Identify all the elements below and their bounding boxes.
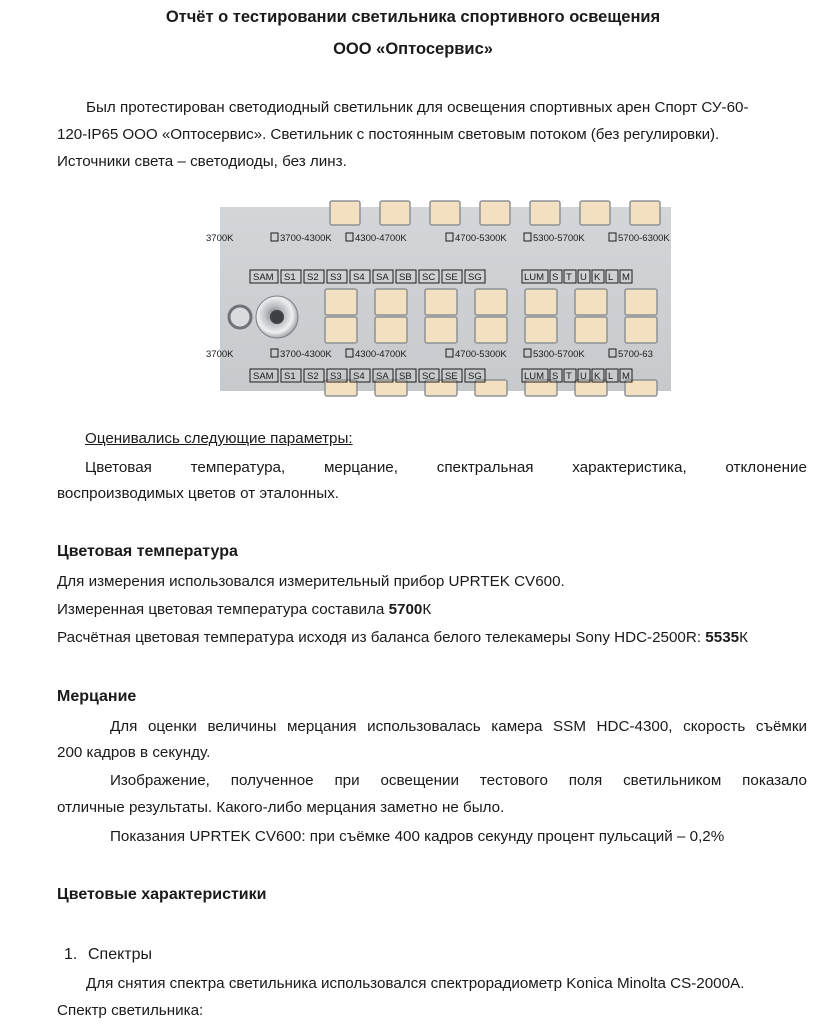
code-label: SA xyxy=(376,371,389,382)
code-label: S4 xyxy=(353,371,365,382)
flicker-p2-line-2: отличные результаты. Какого-либо мерцания заметно не было. xyxy=(57,799,505,816)
bin-label: 4700-5300K xyxy=(455,349,507,360)
code-label: U xyxy=(580,371,587,382)
code-label: SE xyxy=(445,371,458,382)
bin-label: 3700-4300K xyxy=(280,349,332,360)
code-label: S xyxy=(552,272,559,283)
intro-line-3: Источники света – светодиоды, без линз. xyxy=(57,153,347,170)
code-label: S3 xyxy=(330,272,342,283)
led-chip xyxy=(575,289,607,315)
led-chip xyxy=(475,289,507,315)
code-label: SB xyxy=(399,272,412,283)
calculated-label: Расчётная цветовая температура исходя из баланса белого телекамеры Sony HDC-2500R: xyxy=(57,629,706,646)
report-subtitle: ООО «Оптосервис» xyxy=(333,40,493,58)
code-label: T xyxy=(566,371,572,382)
led-chip xyxy=(425,317,457,343)
flicker-p1-line-1 xyxy=(110,718,807,735)
code-label: S xyxy=(552,371,559,382)
led-chip xyxy=(325,317,357,343)
led-chip xyxy=(480,201,510,225)
code-label: S3 xyxy=(330,371,342,382)
code-label: L xyxy=(608,272,614,283)
led-chip xyxy=(525,289,557,315)
code-label: U xyxy=(580,272,587,283)
bin-label: 5700-63 xyxy=(618,349,653,360)
code-label: LUM xyxy=(524,371,545,382)
code-label: K xyxy=(594,371,601,382)
params-heading: Оценивались следующие параметры: xyxy=(85,430,353,447)
intro-line-1: Был протестирован светодиодный светильник для освещения спортивных арен Спорт СУ-60- xyxy=(86,99,749,116)
color-chars-line-1: Для снятия спектра светильника использовался спектрорадиометр Konica Minolta CS-2000A. xyxy=(86,975,745,992)
params-word: характеристика, xyxy=(572,459,687,476)
code-label: SAM xyxy=(253,272,274,283)
code-label: S1 xyxy=(284,272,296,283)
code-label: SAM xyxy=(253,371,274,382)
led-chip xyxy=(325,289,357,315)
list-item-spectra: Спектры xyxy=(88,946,153,963)
led-chip xyxy=(425,289,457,315)
calculated-cct-value: 5535 xyxy=(705,629,740,646)
code-label: S4 xyxy=(353,272,365,283)
code-label: SA xyxy=(376,272,389,283)
code-label: L xyxy=(608,371,614,382)
bin-label: 3700-4300K xyxy=(280,233,332,244)
measured-label: Измеренная цветовая температура составила xyxy=(57,601,389,618)
params-word: спектральная xyxy=(436,459,534,476)
color-chars-heading: Цветовые характеристики xyxy=(57,886,267,903)
bin-label: 4300-4700K xyxy=(355,349,407,360)
code-label: M xyxy=(622,272,630,283)
flicker-p2-line-1 xyxy=(110,772,807,789)
flicker-p1-line-2: 200 кадров в секунду. xyxy=(57,744,211,761)
code-label: T xyxy=(566,272,572,283)
code-label: K xyxy=(594,272,601,283)
code-label: SC xyxy=(422,272,436,283)
led-chip xyxy=(625,317,657,343)
measured-unit: К xyxy=(422,601,432,618)
params-line-2: воспроизводимых цветов от эталонных. xyxy=(57,485,340,502)
measured-cct-value: 5700 xyxy=(388,601,423,618)
led-chip xyxy=(375,289,407,315)
led-chip xyxy=(575,317,607,343)
led-chip xyxy=(475,317,507,343)
code-label: S2 xyxy=(307,371,319,382)
calculated-unit: К xyxy=(739,629,748,646)
led-chip xyxy=(430,201,460,225)
flicker-heading: Мерцание xyxy=(57,688,137,705)
led-chip xyxy=(530,201,560,225)
code-label: SC xyxy=(422,371,436,382)
led-chip xyxy=(330,201,360,225)
led-chip xyxy=(380,201,410,225)
report-title: Отчёт о тестировании светильника спортивного освещения xyxy=(165,8,661,26)
code-label: LUM xyxy=(524,272,545,283)
bin-label: 3700K xyxy=(206,349,234,360)
led-chip xyxy=(630,201,660,225)
params-word: Цветовая xyxy=(85,459,152,476)
flicker-p1-text: Для оценки величины мерцания использовалась камера SSM HDC-4300, скорость съёмки xyxy=(110,718,807,735)
color-temp-heading: Цветовая температура xyxy=(57,543,238,560)
bin-label: 4300-4700K xyxy=(355,233,407,244)
color-temp-line-1: Для измерения использовался измерительный прибор UPRTEK CV600. xyxy=(57,573,565,590)
params-line-1 xyxy=(85,459,807,476)
code-label: SG xyxy=(468,272,482,283)
intro-line-2: 120-IP65 ООО «Оптосервис». Светильник с постоянным световым потоком (без регулировки). xyxy=(57,126,720,143)
led-board-photo xyxy=(206,207,671,391)
led-chip xyxy=(375,317,407,343)
color-temp-line-2 xyxy=(57,601,431,618)
code-label: SB xyxy=(399,371,412,382)
params-word: температура, xyxy=(190,459,286,476)
code-label: S1 xyxy=(284,371,296,382)
bin-label: 5700-6300K xyxy=(618,233,670,244)
bin-label: 5300-5700K xyxy=(533,349,585,360)
bin-label: 3700K xyxy=(206,233,234,244)
flicker-p3: Показания UPRTEK CV600: при съёмке 400 кадров секунду процент пульсаций – 0,2% xyxy=(110,828,725,845)
led-chip xyxy=(625,289,657,315)
params-word: мерцание, xyxy=(323,459,398,476)
code-label: M xyxy=(622,371,630,382)
color-temp-line-3 xyxy=(57,629,748,646)
code-label: SG xyxy=(468,371,482,382)
led-chip xyxy=(525,317,557,343)
led-chip xyxy=(580,201,610,225)
flicker-p2-text: Изображение, полученное при освещении тестового поля светильником показало xyxy=(110,772,807,789)
code-label: SE xyxy=(445,272,458,283)
list-number: 1. xyxy=(64,946,78,963)
params-word: отклонение xyxy=(725,459,807,476)
code-label: S2 xyxy=(307,272,319,283)
bin-label: 5300-5700K xyxy=(533,233,585,244)
bin-label: 4700-5300K xyxy=(455,233,507,244)
color-chars-line-2: Спектр светильника: xyxy=(57,1002,204,1019)
